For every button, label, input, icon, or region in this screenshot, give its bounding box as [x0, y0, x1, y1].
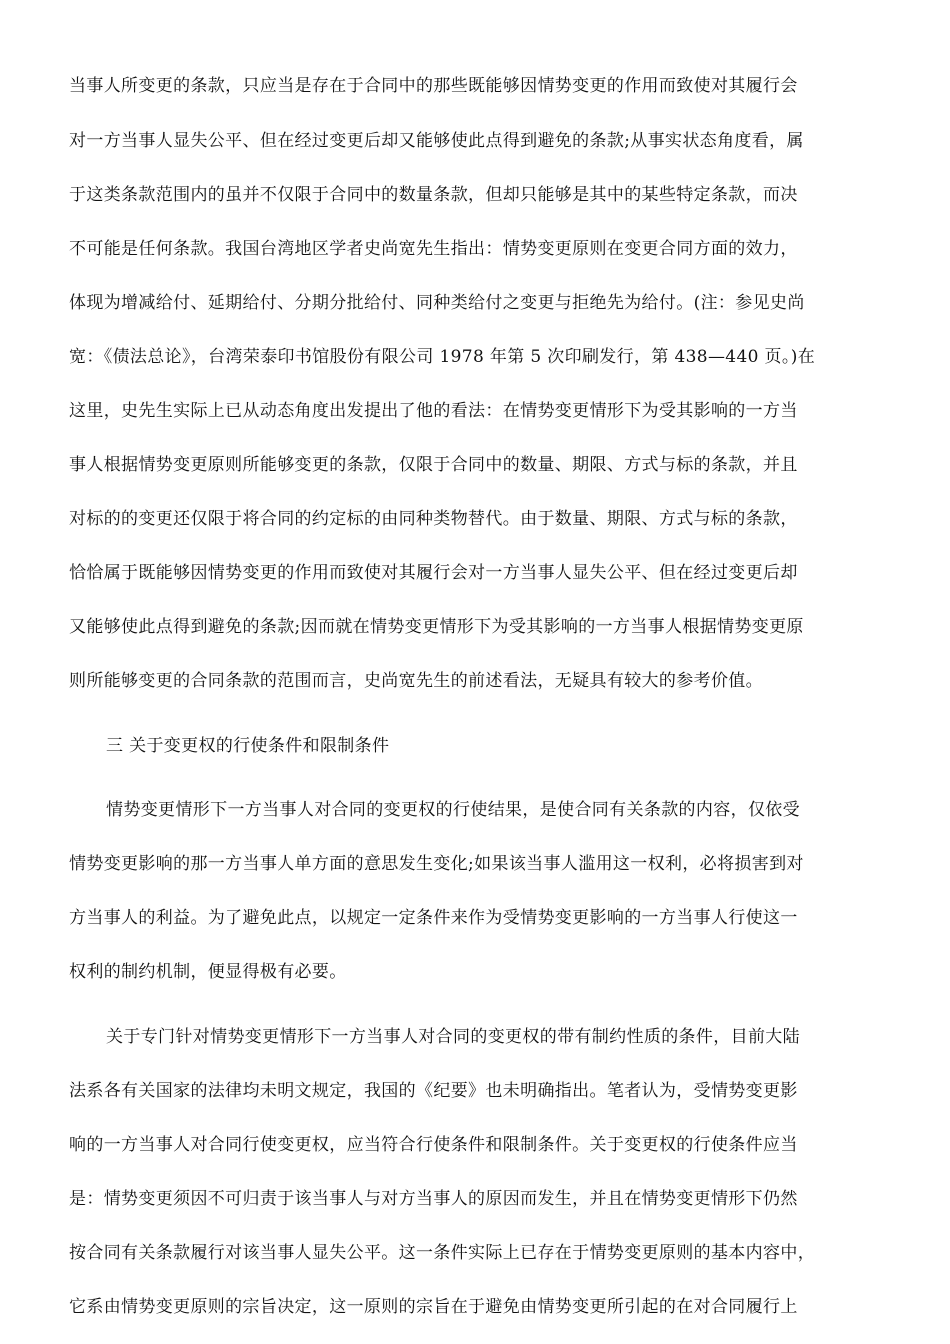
text-line: 情势变更情形下一方当事人对合同的变更权的行使结果，是使合同有关条款的内容，仅依受 [106, 800, 800, 820]
text-line: 体现为增减给付、延期给付、分期分批给付、同种类给付之变更与拒绝先为给付。(注：参见史尚 [69, 293, 805, 313]
text-line: 又能够使此点得到避免的条款;因而就在情势变更情形下为受其影响的一方当事人根据情势变更原 [69, 617, 804, 637]
text-line: 是：情势变更须因不可归责于该当事人与对方当事人的原因而发生，并且在情势变更情形下仍然 [69, 1189, 798, 1209]
text-line: 方当事人的利益。为了避免此点，以规定一定条件来作为受情势变更影响的一方当事人行使这一 [69, 908, 798, 928]
text-line: 按合同有关条款履行对该当事人显失公平。这一条件实际上已存在于情势变更原则的基本内容中， [69, 1243, 816, 1263]
text-line: 它系由情势变更原则的宗旨决定，这一原则的宗旨在于避免由情势变更所引起的在对合同履行上 [69, 1297, 798, 1317]
section-heading-text: 三 关于变更权的行使条件和限制条件 [106, 736, 390, 756]
text-line: 不可能是任何条款。我国台湾地区学者史尚宽先生指出：情势变更原则在变更合同方面的效力， [69, 239, 798, 259]
text-line: 权利的制约机制，便显得极有必要。 [69, 962, 347, 982]
text-line: 响的一方当事人对合同行使变更权，应当符合行使条件和限制条件。关于变更权的行使条件应当 [69, 1135, 798, 1155]
text-line: 这里，史先生实际上已从动态角度出发提出了他的看法：在情势变更情形下为受其影响的一方当 [69, 401, 798, 421]
text-line: 恰恰属于既能够因情势变更的作用而致使对其履行会对一方当事人显失公平、但在经过变更后却 [69, 563, 798, 583]
text-line: 事人根据情势变更原则所能够变更的条款，仅限于合同中的数量、期限、方式与标的条款，并且 [69, 455, 798, 475]
text-line: 于这类条款范围内的虽并不仅限于合同中的数量条款，但却只能够是其中的某些特定条款，而决 [69, 185, 798, 205]
text-line: 法系各有关国家的法律均未明文规定，我国的《纪要》也未明确指出。笔者认为，受情势变更影 [69, 1081, 798, 1101]
text-line: 宽：《债法总论》，台湾荣泰印书馆股份有限公司 1978 年第 5 次印刷发行，第 438—440 页。)在 [69, 347, 816, 367]
text-line: 当事人所变更的条款，只应当是存在于合同中的那些既能够因情势变更的作用而致使对其履行会 [69, 76, 798, 96]
text-line: 对一方当事人显失公平、但在经过变更后却又能够使此点得到避免的条款;从事实状态角度看，属 [69, 131, 804, 151]
text-line: 情势变更影响的那一方当事人单方面的意思发生变化;如果该当事人滥用这一权利，必将损害到对 [69, 854, 804, 874]
text-line: 关于专门针对情势变更情形下一方当事人对合同的变更权的带有制约性质的条件，目前大陆 [106, 1027, 800, 1047]
text-line: 对标的的变更还仅限于将合同的约定标的由同种类物替代。由于数量、期限、方式与标的条款， [69, 509, 798, 529]
text-line: 则所能够变更的合同条款的范围而言，史尚宽先生的前述看法，无疑具有较大的参考价值。 [69, 671, 763, 691]
